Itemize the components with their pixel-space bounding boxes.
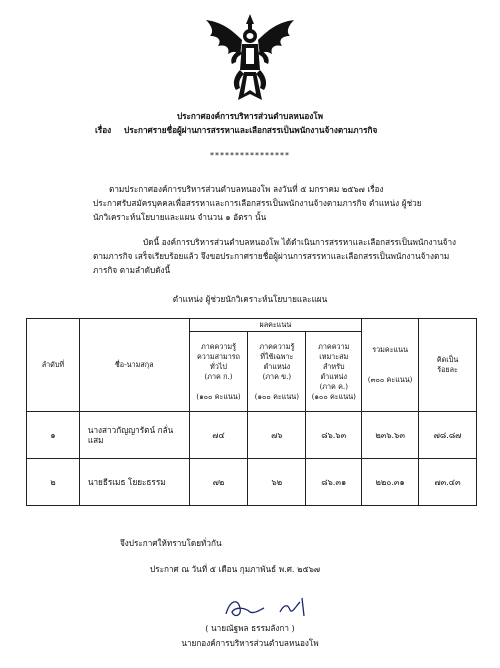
- row-percent: ๗๘.๘๗: [419, 412, 477, 459]
- date-line: ประกาศ ณ วันที่ ๕ เดือน กุมภาพันธ์ พ.ศ. ๒๕๖๗: [150, 564, 321, 574]
- col-c-l4: ตำแหน่ง: [320, 371, 347, 381]
- garuda-emblem: [202, 10, 298, 106]
- col-b-header: [248, 332, 306, 412]
- paragraph-2-line-1: บัดนี้ องค์การบริหารส่วนตำบลหนองโพ ได้ดำเนินการสรรหาและเลือกสรรเป็นพนักงานจ้าง: [143, 237, 457, 247]
- row-score-a: ๗๔: [189, 412, 248, 459]
- row-score-a: ๗๒: [189, 459, 248, 506]
- col-c-l5: (ภาค ค.): [319, 381, 349, 391]
- col-total-full: (๓๐๐ คะแนน): [367, 375, 413, 384]
- row-score-b: ๗๖: [248, 412, 306, 459]
- divider: ****************: [210, 151, 290, 160]
- results-table: [26, 318, 477, 506]
- col-c-l2: เหมาะสม: [319, 351, 349, 361]
- closing-text: จึงประกาศให้ทราบโดยทั่วกัน: [120, 538, 222, 548]
- row-score-c: ๘๖.๖๓: [306, 412, 362, 459]
- col-b-l2: ที่ใช้เฉพาะ: [260, 351, 294, 361]
- signature: [220, 594, 320, 620]
- row-total: ๒๒๐.๓๑: [362, 459, 419, 506]
- paragraph-1-line-1: ตามประกาศองค์การบริหารส่วนตำบลหนองโพ ลงวันที่ ๕ มกราคม ๒๕๖๗ เรื่อง: [109, 184, 384, 194]
- table-row: [27, 459, 477, 506]
- paragraph-2-line-2: ตามภารกิจ เสร็จเรียบร้อยแล้ว จึงขอประกาศรายชื่อผู้ผ่านการสรรหาและเลือกสรรเป็นพนักงานจ้างตาม: [93, 251, 450, 261]
- col-c-header: [306, 332, 362, 412]
- table-row: [27, 412, 477, 459]
- row-score-b: ๖๒: [248, 459, 306, 506]
- col-b-full: (๑๐๐ คะแนน): [254, 391, 300, 401]
- scores-group-header: ผลคะแนน: [189, 319, 362, 332]
- col-c-l3: สำหรับ: [322, 361, 345, 371]
- row-name: นางสาวกัญญารัตน์ กลั่นแสม: [79, 412, 189, 459]
- paragraph-2-line-3: ภารกิจ ตามลำดับดังนี้: [93, 265, 171, 275]
- row-order: ๑: [27, 412, 80, 459]
- col-percent-l2: ร้อยละ: [437, 365, 458, 374]
- subject-text: ประกาศรายชื่อผู้ผ่านการสรรหาและเลือกสรรเป็นพนักงานจ้างตามภารกิจ: [124, 125, 378, 135]
- signer-name: ( นายณัฐพล ธรรมลังกา ): [205, 623, 295, 633]
- col-b-l4: (ภาค ข.): [262, 371, 292, 381]
- col-order-header: ลำดับที่: [27, 319, 80, 412]
- col-a-l1: ภาคความรู้: [200, 341, 237, 351]
- col-percent-header: [419, 319, 477, 412]
- col-c-l1: ภาคความ: [318, 341, 350, 351]
- paragraph-1-line-3: นักวิเคราะห์นโยบายและแผน จำนวน ๑ อัตรา นั้น: [93, 212, 267, 222]
- col-name-header: ชื่อ-นามสกุล: [79, 319, 189, 412]
- row-percent: ๗๓.๔๓: [419, 459, 477, 506]
- col-a-l2: ความสามารถ: [196, 351, 240, 361]
- col-b-l3: ตำแหน่ง: [263, 361, 291, 371]
- row-total: ๒๓๖.๖๓: [362, 412, 419, 459]
- position-title: ตำแหน่ง ผู้ช่วยนักวิเคราะห์นโยบายและแผน: [172, 294, 328, 304]
- col-b-l1: ภาคความรู้: [259, 341, 295, 351]
- col-c-full: (๑๐๐ คะแนน): [311, 391, 356, 401]
- col-a-l3: ทั่วไป: [210, 361, 227, 371]
- paragraph-1-line-2: ประกาศรับสมัครบุคคลเพื่อสรรหาและการเลือกสรรเป็นพนักงานจ้างตามภารกิจ ตำแหน่ง ผู้ช่วย: [93, 198, 422, 208]
- col-a-header: [189, 332, 248, 412]
- col-total-header: [362, 319, 419, 412]
- row-name: นายธีรเมธ โยยะธรรม: [79, 459, 189, 506]
- col-a-full: (๑๐๐ คะแนน): [196, 391, 241, 401]
- subject-label: เรื่อง: [95, 125, 112, 135]
- col-a-l4: (ภาค ก.): [204, 371, 233, 381]
- row-order: ๒: [27, 459, 80, 506]
- col-total-label: รวมคะแนน: [372, 345, 409, 354]
- col-percent-l1: คิดเป็น: [436, 355, 459, 364]
- document-title: ประกาศองค์การบริหารส่วนตำบลหนองโพ: [176, 111, 324, 121]
- row-score-c: ๘๖.๓๑: [306, 459, 362, 506]
- signer-title: นายกองค์การบริหารส่วนตำบลหนองโพ: [181, 638, 319, 648]
